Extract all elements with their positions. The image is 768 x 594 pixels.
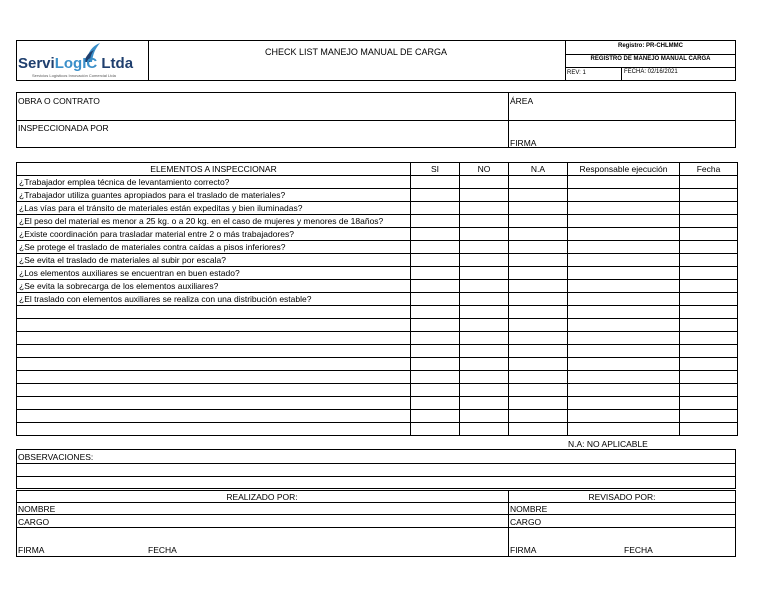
realizado-nombre-label: NOMBRE	[18, 504, 56, 514]
item-text: ¿Se protege el traslado de materiales contra caídas a pisos inferiores?	[17, 241, 411, 254]
fecha-cell[interactable]	[680, 293, 738, 306]
header-fecha: Fecha	[680, 163, 738, 176]
no-cell[interactable]	[460, 202, 509, 215]
inspeccionada-label: INSPECCIONADA POR	[18, 123, 109, 133]
fecha-cell[interactable]	[680, 410, 738, 423]
item-text: ¿Trabajador utiliza guantes apropiados para el traslado de materiales?	[17, 189, 411, 202]
na-cell[interactable]	[509, 306, 568, 319]
checklist-row	[17, 189, 738, 202]
si-cell[interactable]	[411, 423, 460, 436]
fecha-cell[interactable]	[680, 371, 738, 384]
item-text	[17, 371, 411, 384]
checklist-row	[17, 423, 738, 436]
realizado-cargo-label: CARGO	[18, 517, 50, 527]
no-cell[interactable]	[460, 189, 509, 202]
na-cell[interactable]	[509, 293, 568, 306]
revision: REV: 1	[567, 70, 586, 76]
responsable-cell[interactable]	[568, 254, 680, 267]
checklist-row	[17, 293, 738, 306]
item-text	[17, 397, 411, 410]
si-cell[interactable]	[411, 202, 460, 215]
responsable-cell[interactable]	[568, 189, 680, 202]
na-cell[interactable]	[509, 215, 568, 228]
no-cell[interactable]	[460, 176, 509, 189]
checklist-row	[17, 202, 738, 215]
responsable-cell[interactable]	[568, 215, 680, 228]
item-text: ¿El peso del material es menor a 25 kg. o a 20 kg. en el caso de mujeres y menores de 18años?	[17, 215, 411, 228]
na-cell[interactable]	[509, 384, 568, 397]
responsable-cell[interactable]	[568, 280, 680, 293]
si-cell[interactable]	[411, 215, 460, 228]
item-text	[17, 319, 411, 332]
fecha-cell[interactable]	[680, 189, 738, 202]
checklist-row	[17, 228, 738, 241]
checklist-row	[17, 215, 738, 228]
item-text	[17, 358, 411, 371]
responsable-cell[interactable]	[568, 228, 680, 241]
realizado-firma-label: FIRMA	[18, 545, 45, 555]
header-na: N.A	[509, 163, 568, 176]
logo-tagline: Servicios Logísticos Innovación Comercial Ltda	[32, 73, 116, 78]
checklist-row	[17, 371, 738, 384]
header-si: SI	[411, 163, 460, 176]
fecha-cell[interactable]	[680, 228, 738, 241]
item-text	[17, 332, 411, 345]
item-text: ¿Las vías para el tránsito de materiales están expeditas y bien iluminadas?	[17, 202, 411, 215]
no-cell[interactable]	[460, 397, 509, 410]
na-cell[interactable]	[509, 176, 568, 189]
checklist-row	[17, 267, 738, 280]
fecha-cell[interactable]	[680, 254, 738, 267]
revisado-nombre-label: NOMBRE	[510, 504, 548, 514]
firma-label: FIRMA	[510, 138, 537, 148]
checklist-row	[17, 410, 738, 423]
checklist-row	[17, 358, 738, 371]
fecha-cell[interactable]	[680, 358, 738, 371]
si-cell[interactable]	[411, 358, 460, 371]
na-cell[interactable]	[509, 267, 568, 280]
responsable-cell[interactable]	[568, 345, 680, 358]
no-cell[interactable]	[460, 267, 509, 280]
fecha-cell[interactable]	[680, 423, 738, 436]
si-cell[interactable]	[411, 176, 460, 189]
si-cell[interactable]	[411, 228, 460, 241]
revisado-fecha-label: FECHA	[624, 545, 653, 555]
realizado-fecha-label: FECHA	[148, 545, 177, 555]
fecha-cell[interactable]	[680, 319, 738, 332]
logo-text-logic: LogIC	[54, 55, 98, 72]
no-cell[interactable]	[460, 332, 509, 345]
fecha-cell[interactable]	[680, 345, 738, 358]
fecha-cell[interactable]	[680, 332, 738, 345]
fecha-cell[interactable]	[680, 241, 738, 254]
responsable-cell[interactable]	[568, 241, 680, 254]
si-cell[interactable]	[411, 280, 460, 293]
no-cell[interactable]	[460, 228, 509, 241]
revision-date: FECHA: 02/16/2021	[624, 69, 678, 75]
realizado-por-label: REALIZADO POR:	[226, 492, 298, 502]
na-cell[interactable]	[509, 254, 568, 267]
item-text	[17, 410, 411, 423]
no-cell[interactable]	[460, 384, 509, 397]
revisado-firma-label: FIRMA	[510, 545, 537, 555]
obra-label: OBRA O CONTRATO	[18, 96, 100, 106]
checklist-row	[17, 384, 738, 397]
responsable-cell[interactable]	[568, 319, 680, 332]
fecha-cell[interactable]	[680, 215, 738, 228]
logo-text-servi: Servi	[18, 55, 55, 72]
responsable-cell[interactable]	[568, 293, 680, 306]
no-cell[interactable]	[460, 254, 509, 267]
item-text: ¿Trabajador emplea técnica de levantamiento correcto?	[17, 176, 411, 189]
revisado-cargo-label: CARGO	[510, 517, 542, 527]
si-cell[interactable]	[411, 189, 460, 202]
observaciones-label: OBSERVACIONES:	[18, 452, 94, 462]
item-text: ¿Existe coordinación para trasladar material entre 2 o más trabajadores?	[17, 228, 411, 241]
responsable-cell[interactable]	[568, 410, 680, 423]
fecha-cell[interactable]	[680, 202, 738, 215]
no-cell[interactable]	[460, 319, 509, 332]
si-cell[interactable]	[411, 293, 460, 306]
na-cell[interactable]	[509, 228, 568, 241]
area-label: ÁREA	[510, 96, 534, 106]
company-logo	[18, 42, 146, 80]
si-cell[interactable]	[411, 267, 460, 280]
no-cell[interactable]	[460, 215, 509, 228]
si-cell[interactable]	[411, 410, 460, 423]
responsable-cell[interactable]	[568, 384, 680, 397]
fecha-cell[interactable]	[680, 397, 738, 410]
si-cell[interactable]	[411, 332, 460, 345]
si-cell[interactable]	[411, 241, 460, 254]
checklist-row	[17, 280, 738, 293]
na-cell[interactable]	[509, 397, 568, 410]
responsable-cell[interactable]	[568, 176, 680, 189]
no-cell[interactable]	[460, 358, 509, 371]
revisado-por-label: REVISADO POR:	[588, 492, 656, 502]
header-responsable: Responsable ejecución	[568, 163, 680, 176]
item-text	[17, 384, 411, 397]
checklist-row	[17, 241, 738, 254]
checklist-row	[17, 254, 738, 267]
item-text: ¿El traslado con elementos auxiliares se realiza con una distribución estable?	[17, 293, 411, 306]
item-text	[17, 306, 411, 319]
header-no: NO	[460, 163, 509, 176]
na-cell[interactable]	[509, 423, 568, 436]
si-cell[interactable]	[411, 397, 460, 410]
si-cell[interactable]	[411, 319, 460, 332]
na-cell[interactable]	[509, 371, 568, 384]
si-cell[interactable]	[411, 254, 460, 267]
na-cell[interactable]	[509, 345, 568, 358]
no-cell[interactable]	[460, 345, 509, 358]
responsable-cell[interactable]	[568, 371, 680, 384]
checklist-row	[17, 306, 738, 319]
item-text	[17, 345, 411, 358]
checklist-row	[17, 345, 738, 358]
item-text: ¿Los elementos auxiliares se encuentran en buen estado?	[17, 267, 411, 280]
na-cell[interactable]	[509, 332, 568, 345]
info-box	[16, 92, 736, 148]
na-note: N.A: NO APLICABLE	[568, 439, 648, 449]
na-cell[interactable]	[509, 410, 568, 423]
si-cell[interactable]	[411, 371, 460, 384]
no-cell[interactable]	[460, 371, 509, 384]
responsable-cell[interactable]	[568, 267, 680, 280]
responsable-cell[interactable]	[568, 332, 680, 345]
observaciones-box	[16, 449, 736, 489]
si-cell[interactable]	[411, 384, 460, 397]
responsable-cell[interactable]	[568, 306, 680, 319]
no-cell[interactable]	[460, 306, 509, 319]
no-cell[interactable]	[460, 410, 509, 423]
fecha-cell[interactable]	[680, 280, 738, 293]
checklist-row	[17, 176, 738, 189]
no-cell[interactable]	[460, 423, 509, 436]
na-cell[interactable]	[509, 202, 568, 215]
na-cell[interactable]	[509, 280, 568, 293]
na-cell[interactable]	[509, 189, 568, 202]
responsable-cell[interactable]	[568, 202, 680, 215]
fecha-cell[interactable]	[680, 384, 738, 397]
registro-code: Registro: PR-CHLMMC	[618, 43, 683, 49]
si-cell[interactable]	[411, 345, 460, 358]
responsable-cell[interactable]	[568, 397, 680, 410]
document-title: CHECK LIST MANEJO MANUAL DE CARGA	[264, 47, 448, 57]
no-cell[interactable]	[460, 280, 509, 293]
registro-name: REGISTRO DE MANEJO MANUAL CARGA	[590, 56, 711, 62]
fecha-cell[interactable]	[680, 267, 738, 280]
item-text: ¿Se evita el traslado de materiales al subir por escala?	[17, 254, 411, 267]
fecha-cell[interactable]	[680, 306, 738, 319]
na-cell[interactable]	[509, 241, 568, 254]
checklist-row	[17, 319, 738, 332]
fecha-cell[interactable]	[680, 176, 738, 189]
checklist-row	[17, 332, 738, 345]
responsable-cell[interactable]	[568, 358, 680, 371]
logo-text-ltda: Ltda	[97, 55, 134, 72]
responsable-cell[interactable]	[568, 423, 680, 436]
checklist-row	[17, 397, 738, 410]
na-cell[interactable]	[509, 319, 568, 332]
na-cell[interactable]	[509, 358, 568, 371]
no-cell[interactable]	[460, 241, 509, 254]
item-text: ¿Se evita la sobrecarga de los elementos auxiliares?	[17, 280, 411, 293]
checklist-table	[16, 162, 738, 436]
no-cell[interactable]	[460, 293, 509, 306]
header-elementos: ELEMENTOS A INSPECCIONAR	[17, 163, 411, 176]
si-cell[interactable]	[411, 306, 460, 319]
item-text	[17, 423, 411, 436]
